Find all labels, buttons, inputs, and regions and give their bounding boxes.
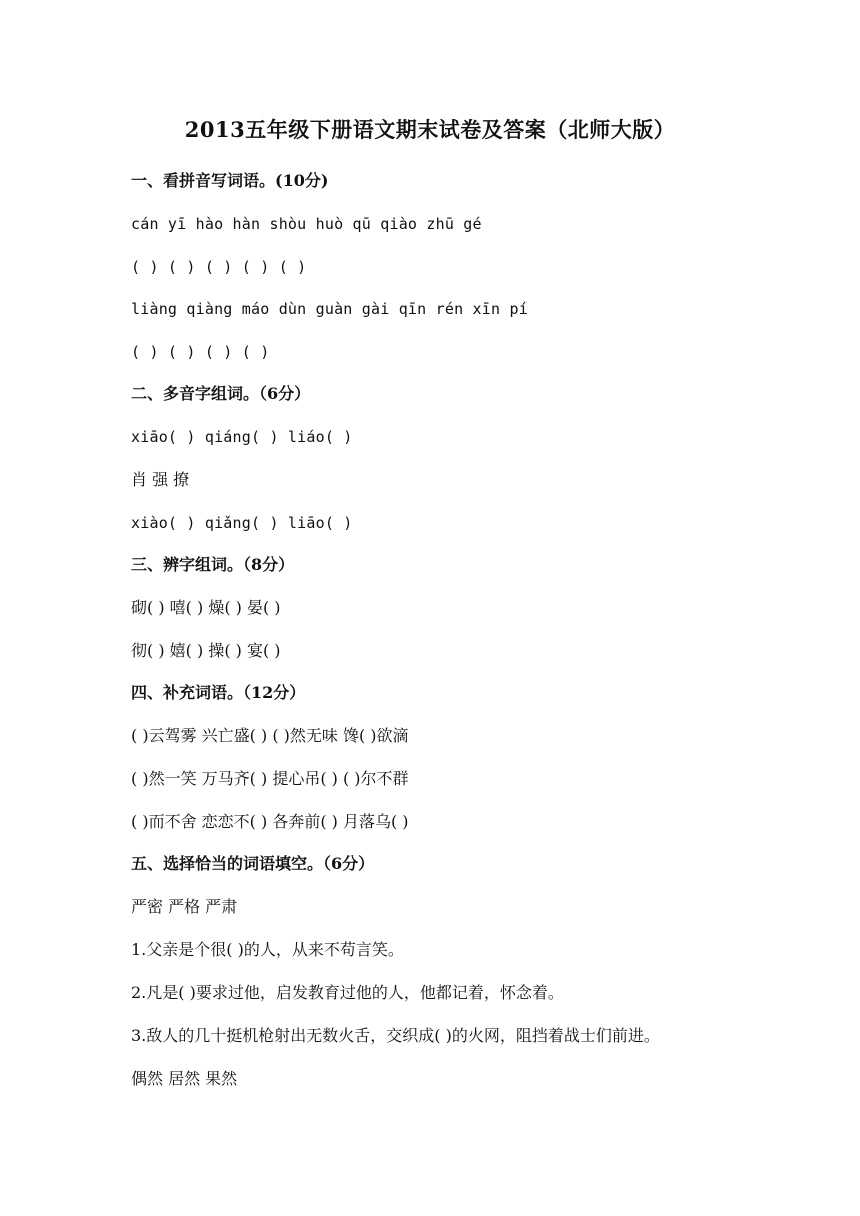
char-distinction-row-1: 砌( ) 嘻( ) 燥( ) 晏( )	[131, 598, 281, 617]
word-options-1: 严密 严格 严肃	[131, 897, 238, 916]
section-2-heading: 二、多音字组词。（6分）	[131, 384, 311, 403]
polyphone-row-2: xiào( ) qiǎng( ) liāo( )	[131, 514, 353, 532]
char-distinction-row-2: 彻( ) 嬉( ) 操( ) 宴( )	[131, 641, 281, 660]
question-3: 3.敌人的几十挺机枪射出无数火舌，交织成( )的火网，阻挡着战士们前进。	[131, 1026, 660, 1045]
word-options-2: 偶然 居然 果然	[131, 1069, 238, 1088]
blanks-row-1: ( ) ( ) ( ) ( ) ( )	[131, 258, 307, 276]
polyphone-chars: 肖 强 撩	[131, 470, 190, 489]
pinyin-row-1: cán yī hào hàn shòu huò qū qiào zhū gé	[131, 215, 482, 233]
section-5-heading: 五、选择恰当的词语填空。（6分）	[131, 854, 375, 873]
idiom-row-3: ( )而不舍 恋恋不( ) 各奔前( ) 月落乌( )	[131, 812, 409, 831]
section-4-heading: 四、补充词语。（12分）	[131, 683, 306, 702]
section-1-heading: 一、看拼音写词语。(10分)	[131, 171, 329, 190]
idiom-row-1: ( )云驾雾 兴亡盛( ) ( )然无味 馋( )欲滴	[131, 726, 409, 745]
section-3-heading: 三、辨字组词。（8分）	[131, 555, 295, 574]
blanks-row-2: ( ) ( ) ( ) ( )	[131, 343, 270, 361]
polyphone-row-1: xiāo( ) qiáng( ) liáo( )	[131, 428, 353, 446]
document-title: 2013五年级下册语文期末试卷及答案（北师大版）	[184, 117, 676, 142]
idiom-row-2: ( )然一笑 万马齐( ) 提心吊( ) ( )尔不群	[131, 769, 409, 788]
question-2: 2.凡是( )要求过他，启发教育过他的人，他都记着，怀念着。	[131, 983, 564, 1002]
question-1: 1.父亲是个很( )的人，从来不苟言笑。	[131, 940, 404, 959]
pinyin-row-2: liàng qiàng máo dùn guàn gài qīn rén xīn pí	[131, 300, 528, 318]
